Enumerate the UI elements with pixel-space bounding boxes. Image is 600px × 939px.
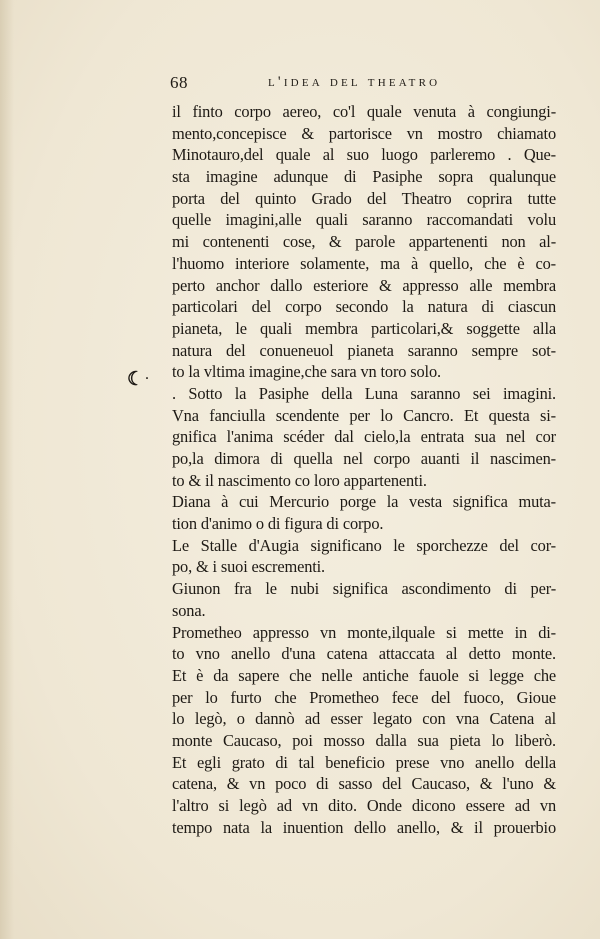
text-line: lo legò, o dannò ad esser legato con vna Catena al <box>172 709 556 729</box>
text-line: to la vltima imagine,che sara vn toro solo. <box>172 362 441 382</box>
text-line: tion d'animo o di figura di corpo. <box>172 514 384 534</box>
text-line: natura del conueneuol pianeta saranno sempre sot- <box>172 340 556 360</box>
text-line: to & il nascimento co loro appartenenti. <box>172 470 427 490</box>
text-line: Et è da sapere che nelle antiche fauole si legge che <box>172 665 556 685</box>
page-number: 68 <box>170 73 188 92</box>
text-line: tempo nata la inuention dello anello, & il prouerbio <box>172 817 556 837</box>
text-line: l'altro si legò ad vn dito. Onde dicono essere ad vn <box>172 796 556 815</box>
text-line: sona. <box>172 600 206 620</box>
text-line: sta imagine adunque di Pasiphe sopra qualunque <box>172 167 556 187</box>
text-line: perto anchor dallo esteriore & appresso alle membra <box>172 275 556 295</box>
text-line: catena, & vn poco di sasso del Caucaso, & l'uno & <box>172 774 556 794</box>
text-line: l'huomo interiore solamente, ma à quello, che è co- <box>172 253 556 273</box>
body-text <box>172 101 556 838</box>
text-line: particolari del corpo secondo la natura di ciascun <box>172 297 556 317</box>
text-line: il finto corpo aereo, co'l quale venuta à congiungi- <box>172 102 556 121</box>
text-line: quelle imagini,alle quali saranno raccomandati volu <box>172 210 556 230</box>
text-line: to vno anello d'una catena attaccata al detto monte. <box>172 644 556 664</box>
text-line: mento,concepisce & partorisce vn mostro chiamato <box>172 123 556 143</box>
page-header <box>170 73 500 95</box>
text-line: . Sotto la Pasiphe della Luna saranno sei imagini. <box>172 383 556 403</box>
text-line: per lo furto che Prometheo fece del fuoco, Gioue <box>172 687 556 707</box>
text-line: pianeta, le quali membra particolari,& soggette alla <box>172 318 556 338</box>
text-line: Giunon fra le nubi significa ascondimento di per- <box>172 579 556 599</box>
text-line: po,la dimora di quella nel corpo auanti il nascimen- <box>172 449 556 468</box>
text-line: porta del quinto Grado del Theatro coprira tutte <box>172 188 556 208</box>
text-line: Et egli grato di tal beneficio prese vno anello della <box>172 752 556 772</box>
text-line: monte Caucaso, poi mosso dalla sua pieta lo liberò. <box>172 730 556 750</box>
text-line: Diana à cui Mercurio porge la vesta significa muta- <box>172 492 556 512</box>
text-line: mi contenenti cose, & parole appartenenti non al- <box>172 232 556 252</box>
moon-marginal-icon: ☾ <box>127 369 145 390</box>
text-line: Minotauro,del quale al suo luogo parleremo . Que- <box>172 145 556 165</box>
text-line: gnifica l'anima scéder dal cielo,la entrata sua nel cor <box>172 427 556 447</box>
text-line: Vna fanciulla scendente per lo Cancro. Et questa si- <box>172 405 556 425</box>
text-line: Le Stalle d'Augia significano le sporchezze del cor- <box>172 535 556 555</box>
marginal-dots: . <box>145 366 149 383</box>
running-head: l'idea del theatro <box>268 74 441 90</box>
text-line: po, & i suoi escrementi. <box>172 557 325 577</box>
text-line: Prometheo appresso vn monte,ilquale si mette in di- <box>172 622 556 642</box>
gutter-shadow <box>0 0 14 939</box>
